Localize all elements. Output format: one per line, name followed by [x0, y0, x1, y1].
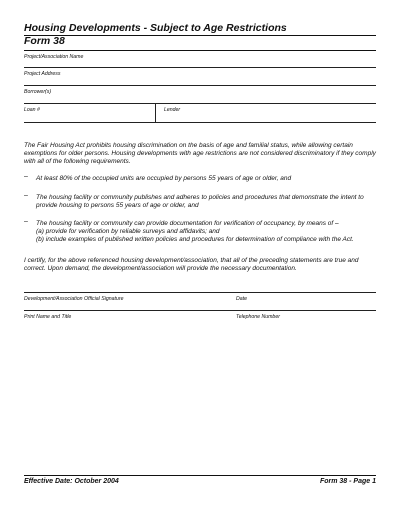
page-number: Form 38 - Page 1 — [319, 478, 376, 485]
effective-date: Effective Date: October 2004 — [24, 478, 119, 485]
borrowers-line[interactable] — [24, 103, 376, 104]
requirement-3-sub-a: (a) provide for verification by reliable surveys and affidavits; and — [36, 228, 220, 235]
print-name-label: Print Name and Title — [24, 314, 72, 320]
project-name-line[interactable] — [24, 67, 376, 68]
form-number: Form 38 — [24, 35, 65, 47]
certification-paragraph: I certify, for the above referenced housing development/association, that all of the preceding statements are true and correct. Upon demand, the development/association will provide the necessary documentation. — [24, 257, 359, 272]
requirement-3-text: The housing facility or community can provide documentation for verification of occupancy, by means of – — [36, 220, 339, 227]
bullet-dash-2: – — [24, 192, 28, 199]
requirement-1: At least 80% of the occupied units are occupied by persons 55 years of age or older, and — [36, 175, 292, 182]
intro-paragraph: The Fair Housing Act prohibits housing discrimination on the basis of age and familial status, while allowing certain exemptions for older persons. Housing developments with age restrictions are not considered discriminatory if they comply with all of the following requirements. — [24, 142, 376, 165]
project-address-line[interactable] — [24, 85, 376, 86]
print-name-line[interactable] — [24, 310, 376, 311]
title-rule — [24, 35, 376, 36]
loan-lender-divider — [155, 103, 156, 122]
requirement-2: The housing facility or community publishes and adheres to policies and procedures that demonstrate the intent to provide housing to persons 55 years of age or older, and — [36, 194, 364, 209]
bullet-dash-1: – — [24, 173, 28, 180]
form-title: Housing Developments - Subject to Age Restrictions — [24, 22, 287, 34]
borrowers-label: Borrower(s) — [24, 89, 52, 95]
loan-number-label: Loan # — [24, 107, 40, 113]
footer-rule — [24, 475, 376, 476]
lender-label: Lender — [164, 107, 181, 113]
telephone-label: Telephone Number — [236, 314, 280, 320]
project-name-label: Project/Association Name — [24, 54, 84, 60]
requirement-3 — [36, 220, 376, 244]
header-rule — [24, 50, 376, 51]
bullet-dash-3: – — [24, 218, 28, 225]
requirement-3-sub-b: (b) include examples of published written policies and procedures for determination of compliance with the Act. — [36, 236, 354, 243]
loan-lender-line[interactable] — [24, 122, 376, 123]
date-label: Date — [236, 296, 247, 302]
signature-line[interactable] — [24, 292, 376, 293]
project-address-label: Project Address — [24, 71, 61, 77]
official-signature-label: Development/Association Official Signature — [24, 296, 124, 302]
